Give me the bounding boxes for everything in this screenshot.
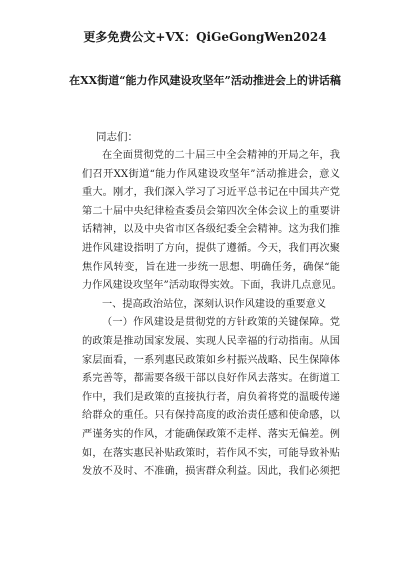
text-line: 第二十届中央纪律检查委员会第四次全体会议上的重要讲: [82, 205, 340, 217]
text-line: 进作风建设指明了方向，提供了遵循。今天，我们再次聚: [82, 242, 340, 254]
text-line: 系完善等，都需要各级干部以良好作风去落实。在街道工: [82, 373, 340, 385]
text-line: 一、提高政治站位，深刻认识作风建设的重要意义: [102, 298, 327, 310]
text-line: 如，在落实惠民补贴政策时，若作风不实，可能导致补贴: [82, 447, 340, 459]
text-line: 的政策是推动国家发展、实现人民幸福的行动指南。从国: [82, 335, 340, 347]
text-line: 们召开XX街道“能力作风建设攻坚年”活动推进会，意义: [82, 168, 340, 180]
text-line: 力作风建设攻坚年”活动取得实效。下面，我讲几点意见。: [82, 280, 342, 292]
salutation: 同志们：: [96, 131, 138, 143]
text-line: 严谨务实的作风，才能确保政策不走样、落实无偏差。例: [82, 428, 340, 440]
text-line: 家层面看，一系列惠民政策如乡村振兴战略、民生保障体: [82, 354, 340, 366]
text-line: 发放不及时、不准确，损害群众利益。因此，我们必须把: [82, 466, 340, 478]
page-header-promo: 更多免费公文+VX：QiGeGongWen2024: [83, 30, 327, 44]
text-line: 给群众的重任。只有保持高度的政治责任感和使命感，以: [82, 410, 340, 422]
text-line: 在全面贯彻党的二十届三中全会精神的开局之年，我: [102, 150, 340, 161]
text-line: 作中，我们是政策的直接执行者，肩负着将党的温暖传递: [82, 391, 340, 403]
section-heading-1: [82, 296, 340, 315]
text-line: 话精神，以及中央省市区各级纪委全会精神。这为我们推: [82, 224, 340, 236]
document-title: 在XX街道“能力作风建设攻坚年”活动推进会上的讲话稿: [69, 74, 341, 87]
paragraph-subsection-1: [82, 314, 340, 481]
text-line: （一）作风建设是贯彻党的方针政策的关键保障。党: [102, 317, 340, 329]
document-body: [82, 147, 340, 482]
paragraph-intro: [82, 147, 340, 296]
text-line: 焦作风转变，旨在进一步统一思想、明确任务，确保“能: [82, 261, 340, 273]
text-line: 重大。刚才，我们深入学习了习近平总书记在中国共产党: [82, 187, 340, 199]
